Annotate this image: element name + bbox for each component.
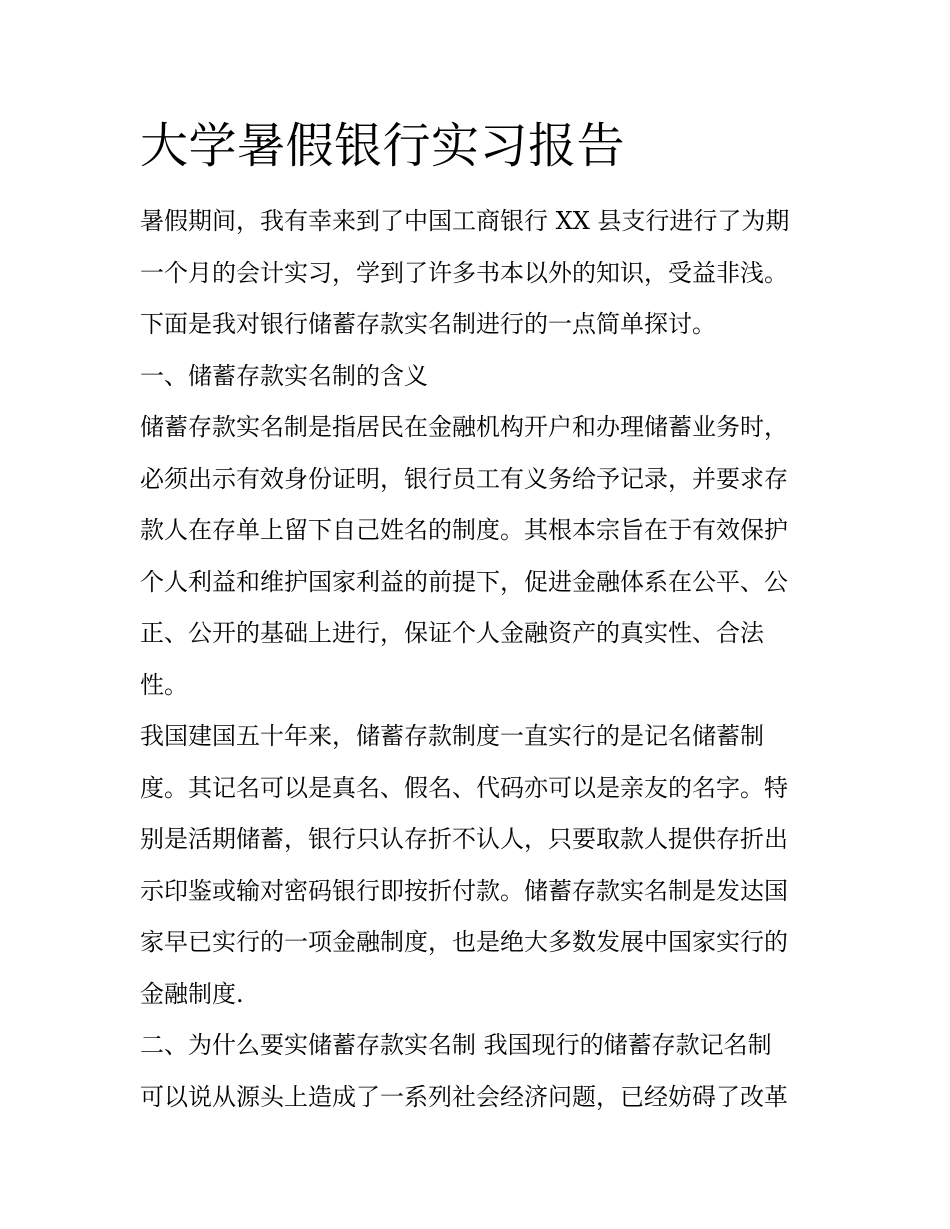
text-line: 性。 bbox=[140, 670, 188, 699]
text-line: 下面是我对银行储蓄存款实名制进行的一点简单探讨。 bbox=[140, 310, 716, 338]
document-body bbox=[140, 196, 812, 1123]
text-line: 我国建国五十年来，储蓄存款制度一直实行的是记名储蓄制 bbox=[140, 722, 764, 750]
text-line: 储蓄存款实名制是指居民在金融机构开户和办理储蓄业务时， bbox=[140, 413, 788, 441]
section-heading: 一、储蓄存款实名制的含义 bbox=[140, 361, 428, 390]
text-line: 正、公开的基础上进行，保证个人金融资产的真实性、合法 bbox=[140, 619, 764, 647]
text-line: 一个月的会计实习，学到了许多书本以外的知识，受益非浅。 bbox=[140, 258, 788, 287]
text-line: 示印鉴或输对密码银行即按折付款。储蓄存款实名制是发达国 bbox=[140, 876, 788, 905]
text-line: 别是活期储蓄，银行只认存折不认人，只要取款人提供存折出 bbox=[140, 825, 788, 853]
text-line: 可以说从源头上造成了一系列社会经济问题，已经妨碍了改革 bbox=[140, 1082, 788, 1111]
text-line: 款人在存单上留下自己姓名的制度。其根本宗旨在于有效保护 bbox=[140, 516, 788, 544]
text-line: 必须出示有效身份证明，银行员工有义务给予记录，并要求存 bbox=[140, 464, 788, 493]
text-line: 暑假期间，我有幸来到了中国工商银行 XX 县支行进行了为期 bbox=[140, 207, 790, 235]
section-heading: 二、为什么要实储蓄存款实名制 我国现行的储蓄存款记名制 bbox=[140, 1031, 772, 1059]
document-title: 大学暑假银行实习报告 bbox=[140, 118, 626, 174]
text-line: 个人利益和维护国家利益的前提下，促进金融体系在公平、公 bbox=[140, 567, 788, 596]
text-line: 度。其记名可以是真名、假名、代码亦可以是亲友的名字。特 bbox=[140, 773, 788, 802]
text-line: 家早已实行的一项金融制度，也是绝大多数发展中国家实行的 bbox=[140, 928, 788, 956]
text-line: 金融制度. bbox=[140, 979, 244, 1008]
